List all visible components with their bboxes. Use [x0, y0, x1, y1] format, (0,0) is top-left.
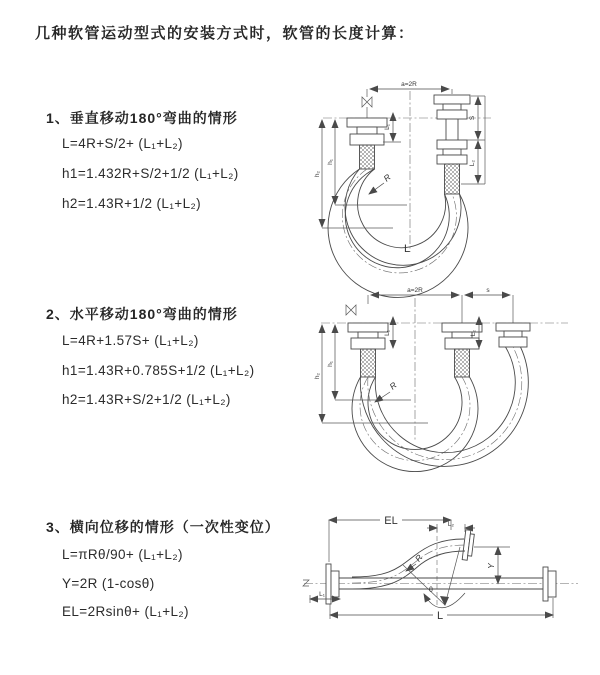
braided-hose-section	[361, 349, 376, 377]
dim-label-l1: L₁	[319, 591, 325, 598]
dim-label-a2r: a=2R	[407, 287, 423, 294]
section-3-formula-EL: EL=2Rsinθ+ (L₁+L₂)	[62, 604, 189, 619]
dim-label-h1: h₁	[327, 361, 334, 367]
section-1-heading: 1、垂直移动180°弯曲的情形	[46, 110, 238, 126]
braided-hose-section	[360, 145, 375, 169]
dim-label-l2: L₂	[447, 521, 455, 528]
dim-label-l2: L₂	[470, 329, 477, 337]
dim-label-s: S	[469, 115, 476, 121]
s-curve-hose	[352, 539, 466, 589]
section-3-heading: 3、横向位移的情形（一次性变位）	[46, 519, 280, 535]
diagram-lateral-displacement	[300, 498, 600, 648]
radius-callout	[369, 172, 393, 194]
length-label: L	[403, 243, 411, 255]
dim-label-l: L	[436, 610, 444, 622]
dimension-el	[329, 515, 451, 562]
valve-icon	[346, 305, 356, 315]
braided-hose-section	[455, 349, 470, 377]
dimension-a2r	[368, 287, 513, 323]
radius-label: R	[412, 552, 425, 564]
dim-label-el: EL	[384, 515, 398, 527]
right-hose-fitting	[496, 323, 530, 347]
page-title: 几种软管运动型式的安装方式时，软管的长度计算：	[35, 25, 415, 42]
right-flange	[543, 567, 556, 618]
section-2-formula-L: L=4R+1.57S+ (L₁+L₂)	[62, 333, 199, 348]
left-hose-fitting	[347, 118, 387, 169]
section-2-formula-h2: h2=1.43R+S/2+1/2 (L₁+L₂)	[62, 392, 231, 407]
dim-label-h2: h₂	[314, 170, 321, 178]
right-hose-fitting	[434, 95, 470, 194]
radius-callout	[375, 380, 399, 402]
hose-u-bend-arcs	[352, 347, 528, 472]
braided-hose-section	[445, 164, 460, 194]
diagram-vertical-180-bend	[313, 76, 588, 261]
radius-construction	[403, 547, 465, 608]
dim-label-h2: h₂	[314, 372, 321, 380]
dimension-l	[330, 604, 553, 622]
centerlines	[321, 298, 568, 442]
section-1-formula-L: L=4R+S/2+ (L₁+L₂)	[62, 136, 183, 151]
radius-label: R	[381, 171, 393, 184]
diagram-horizontal-180-bend	[313, 284, 600, 460]
upper-flange	[462, 530, 474, 560]
left-flange	[326, 564, 339, 604]
section-1-formula-h2: h2=1.43R+1/2 (L₁+L₂)	[62, 196, 202, 211]
valve-icon	[362, 97, 372, 118]
dim-label-h1: h₁	[327, 159, 334, 165]
left-hose-fitting	[348, 323, 388, 377]
dim-label-a2r: a=2R	[401, 81, 417, 88]
dimension-l1	[383, 113, 401, 142]
dim-label-l1: L₁	[384, 124, 391, 130]
section-3-formula-Y: Y=2R (1-cosθ)	[62, 576, 155, 591]
section-2-formula-h1: h1=1.43R+0.785S+1/2 (L₁+L₂)	[62, 363, 255, 378]
section-3-formula-L: L=πRθ/90+ (L₁+L₂)	[62, 547, 183, 562]
dim-label-y: Y	[486, 563, 496, 569]
dim-label-l1: L₁	[384, 330, 391, 336]
section-1-formula-h1: h1=1.432R+S/2+1/2 (L₁+L₂)	[62, 166, 239, 181]
radius-label: R	[387, 379, 399, 392]
centerline-mark	[303, 580, 309, 586]
dim-label-l2: L₂	[469, 159, 476, 167]
dim-label-s: s	[486, 287, 490, 294]
dimension-s	[461, 96, 485, 184]
section-2-heading: 2、水平移动180°弯曲的情形	[46, 306, 238, 322]
angle-label: θ	[429, 587, 433, 594]
